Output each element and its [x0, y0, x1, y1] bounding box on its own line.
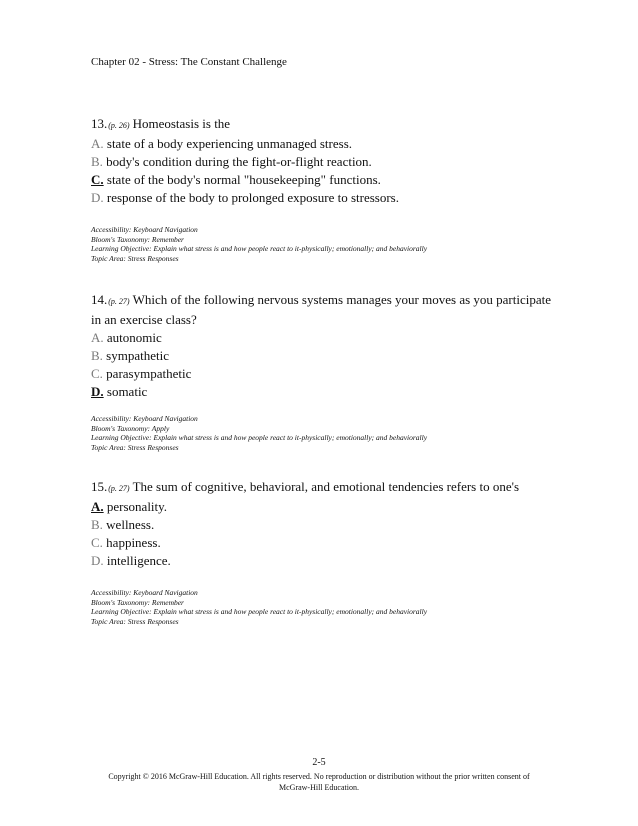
option-letter: D.	[91, 553, 104, 568]
meta-topic-area: Topic Area: Stress Responses	[91, 616, 179, 626]
option-c	[91, 365, 561, 383]
option-c	[91, 171, 561, 189]
meta-learning-objective: Learning Objective: Explain what stress is and how people react to it-physically; emotionally; and behaviorally	[91, 244, 428, 253]
meta-blooms: Bloom's Taxonomy: Apply	[91, 423, 170, 433]
meta-blooms: Bloom's Taxonomy: Remember	[91, 597, 184, 607]
option-text: autonomic	[106, 330, 162, 345]
meta-accessibility: Accessibility: Keyboard Navigation	[91, 225, 198, 234]
meta-blooms: Bloom's Taxonomy: Remember	[91, 234, 184, 244]
correct-option-letter: D.	[91, 384, 104, 399]
question-text: The sum of cognitive, behavioral, and emotional tendencies refers to one's	[132, 479, 520, 494]
page-reference: (p. 27)	[108, 297, 130, 306]
question-number: 13.	[91, 116, 108, 131]
meta-topic-area: Topic Area: Stress Responses	[91, 442, 179, 452]
option-text: state of a body experiencing unmanaged stress.	[106, 136, 353, 151]
page-number: 2-5	[312, 757, 326, 768]
option-text: wellness.	[106, 517, 155, 532]
option-c	[91, 534, 561, 552]
option-letter: C.	[91, 366, 103, 381]
question-number: 15.	[91, 479, 108, 494]
option-letter: B.	[91, 348, 103, 363]
question-13-metadata	[91, 225, 427, 263]
option-letter: A.	[91, 330, 104, 345]
option-letter: C.	[91, 535, 103, 550]
option-text: intelligence.	[106, 553, 171, 568]
option-letter: B.	[91, 517, 103, 532]
option-text: body's condition during the fight-or-flight reaction.	[106, 154, 372, 169]
copyright-notice: Copyright © 2016 McGraw-Hill Education. All rights reserved. No reproduction or distribution without the prior written consent of McGraw-Hill Education.	[108, 772, 530, 792]
meta-accessibility: Accessibility: Keyboard Navigation	[91, 588, 198, 597]
question-stem	[91, 478, 561, 498]
option-d	[91, 189, 561, 207]
question-text: Which of the following nervous systems manages your moves as you participate in an exercise class?	[91, 292, 552, 327]
option-text: personality.	[106, 499, 168, 514]
option-text: sympathetic	[106, 348, 169, 363]
option-text: parasympathetic	[106, 366, 192, 381]
question-14	[91, 291, 561, 401]
question-text: Homeostasis is the	[132, 116, 231, 131]
option-letter: B.	[91, 154, 103, 169]
option-text: state of the body's normal "housekeeping" functions.	[106, 172, 381, 187]
option-a	[91, 135, 561, 153]
option-a	[91, 498, 561, 516]
option-a	[91, 329, 561, 347]
option-d	[91, 552, 561, 570]
question-15-metadata	[91, 588, 427, 626]
option-letter: A.	[91, 136, 104, 151]
option-b	[91, 516, 561, 534]
correct-option-letter: C.	[91, 172, 104, 187]
option-letter: D.	[91, 190, 104, 205]
page-reference: (p. 27)	[108, 484, 130, 493]
option-text: happiness.	[106, 535, 161, 550]
option-text: response of the body to prolonged exposure to stressors.	[106, 190, 399, 205]
chapter-header: Chapter 02 - Stress: The Constant Challenge	[91, 56, 287, 68]
question-15	[91, 478, 561, 570]
question-stem	[91, 291, 561, 329]
meta-learning-objective: Learning Objective: Explain what stress is and how people react to it-physically; emotionally; and behaviorally	[91, 433, 428, 442]
question-13	[91, 115, 561, 207]
page-reference: (p. 26)	[108, 121, 130, 130]
meta-topic-area: Topic Area: Stress Responses	[91, 253, 179, 263]
option-b	[91, 347, 561, 365]
meta-accessibility: Accessibility: Keyboard Navigation	[91, 414, 198, 423]
option-b	[91, 153, 561, 171]
meta-learning-objective: Learning Objective: Explain what stress is and how people react to it-physically; emotionally; and behaviorally	[91, 607, 428, 616]
correct-option-letter: A.	[91, 499, 104, 514]
question-number: 14.	[91, 292, 108, 307]
option-text: somatic	[106, 384, 148, 399]
question-14-metadata	[91, 414, 427, 452]
option-d	[91, 383, 561, 401]
question-stem	[91, 115, 561, 135]
